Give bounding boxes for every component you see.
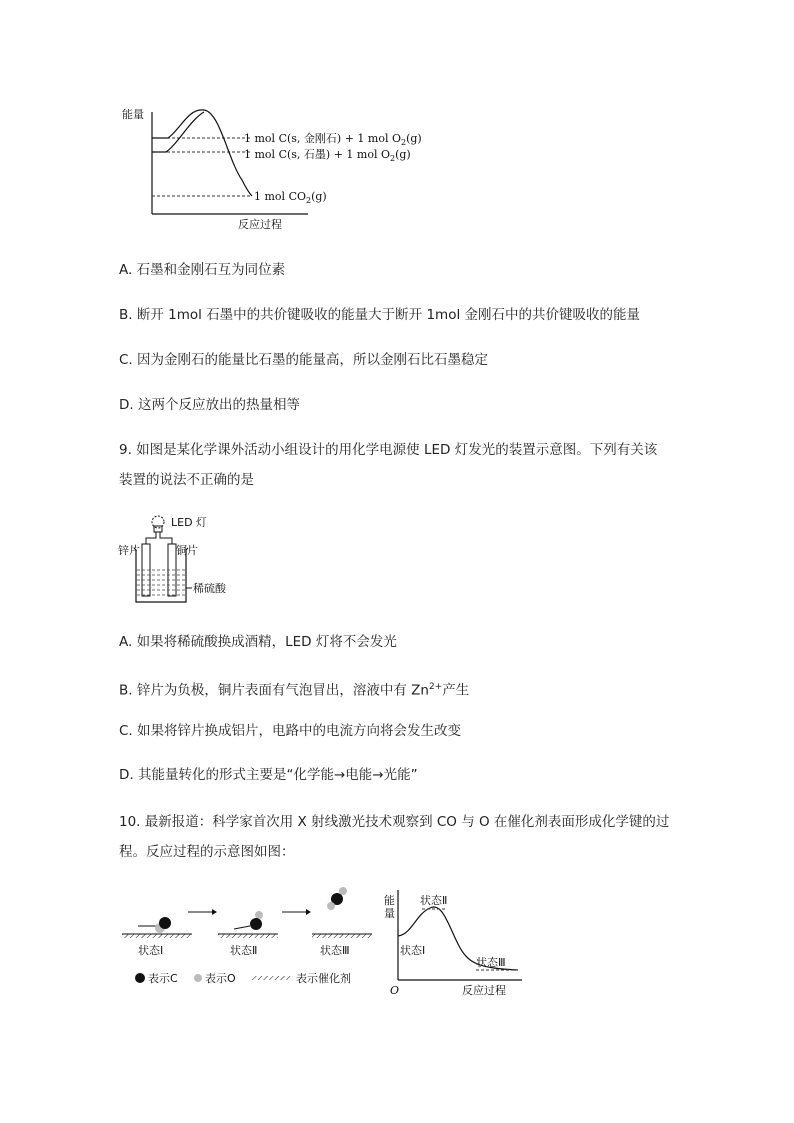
q9-copper-label: 铜片 (176, 544, 198, 557)
q10-stem-line2: 程。反应过程的示意图如图： (119, 844, 295, 860)
q8-option-b: B. 断开 1mol 石墨中的共价键吸收的能量大于断开 1mol 金刚石中的共价键吸收的能量 (119, 307, 641, 323)
q9-option-c: C. 如果将锌片换成铝片，电路中的电流方向将会发生改变 (119, 723, 462, 739)
q9-acid-label: 稀硫酸 (193, 582, 226, 595)
q8-option-c: C. 因为金刚石的能量比石墨的能量高，所以金刚石比石墨稳定 (119, 352, 489, 368)
q10-legend-c: 表示C (148, 972, 178, 985)
q8-y-label: 能量 (122, 108, 144, 121)
q9-zinc-label: 锌片 (118, 544, 140, 557)
q10-legend-catalyst: 表示催化剂 (296, 972, 351, 985)
q9-option-a: A. 如果将稀硫酸换成酒精，LED 灯将不会发光 (119, 634, 397, 650)
q10-states-diagram (118, 882, 378, 992)
q10-stem-line1: 10. 最新报道：科学家首次用 X 射线激光技术观察到 CO 与 O 在催化剂表面形成化学键的过 (119, 814, 670, 830)
q8-diamond-curve (152, 110, 252, 196)
q10-state1-label: 状态Ⅰ (138, 944, 164, 957)
q10-energy-diagram (382, 884, 532, 1000)
q9-stem-line1: 9. 如图是某化学课外活动小组设计的用化学电源使 LED 灯发光的装置示意图。下列有关该 (119, 442, 658, 458)
q8-energy-diagram (118, 100, 438, 235)
q10-y-label-2: 量 (384, 907, 395, 920)
q10-y-label-1: 能 (384, 894, 395, 907)
q10-curve-state2: 状态Ⅱ (420, 894, 448, 907)
q10-origin: O (390, 984, 400, 997)
q8-level-graphite: 1 mol C(s, 石墨) + 1 mol $O_2(g)$ (244, 148, 411, 163)
q9-option-d: D. 其能量转化的形式主要是“化学能→电能→光能” (119, 767, 418, 783)
q9-option-b (119, 677, 469, 701)
q9-option-b-end: 产生 (442, 682, 470, 699)
q10-curve-state3: 状态Ⅲ (476, 956, 506, 969)
q10-state3-label: 状态Ⅲ (320, 944, 350, 957)
q10-x-label: 反应过程 (462, 984, 506, 997)
q8-graphite-curve (152, 112, 204, 152)
q10-curve-state1: 状态Ⅰ (400, 944, 426, 957)
q10-legend-o: 表示O (205, 972, 236, 985)
q9-cell-diagram (116, 508, 246, 608)
q9-led-label: LED 灯 (171, 516, 208, 529)
q9-option-b-text: B. 锌片为负极，铜片表面有气泡冒出，溶液中有 Zn (119, 682, 429, 699)
q9-option-b-charge: 2+ (428, 682, 443, 692)
q10-state2-label: 状态Ⅱ (230, 944, 258, 957)
q8-option-a: A. 石墨和金刚石互为同位素 (119, 262, 286, 278)
q8-level-co2: 1 mol $CO_2(g)$ (254, 190, 327, 205)
q9-stem-line2: 装置的说法不正确的是 (119, 472, 254, 488)
q8-x-label: 反应过程 (238, 218, 282, 231)
q8-option-d: D. 这两个反应放出的热量相等 (119, 397, 300, 413)
led-bulb-icon (152, 516, 164, 532)
q8-level-diamond: 1 mol C(s, 金刚石) + 1 mol $O_2(g)$ (244, 132, 422, 147)
